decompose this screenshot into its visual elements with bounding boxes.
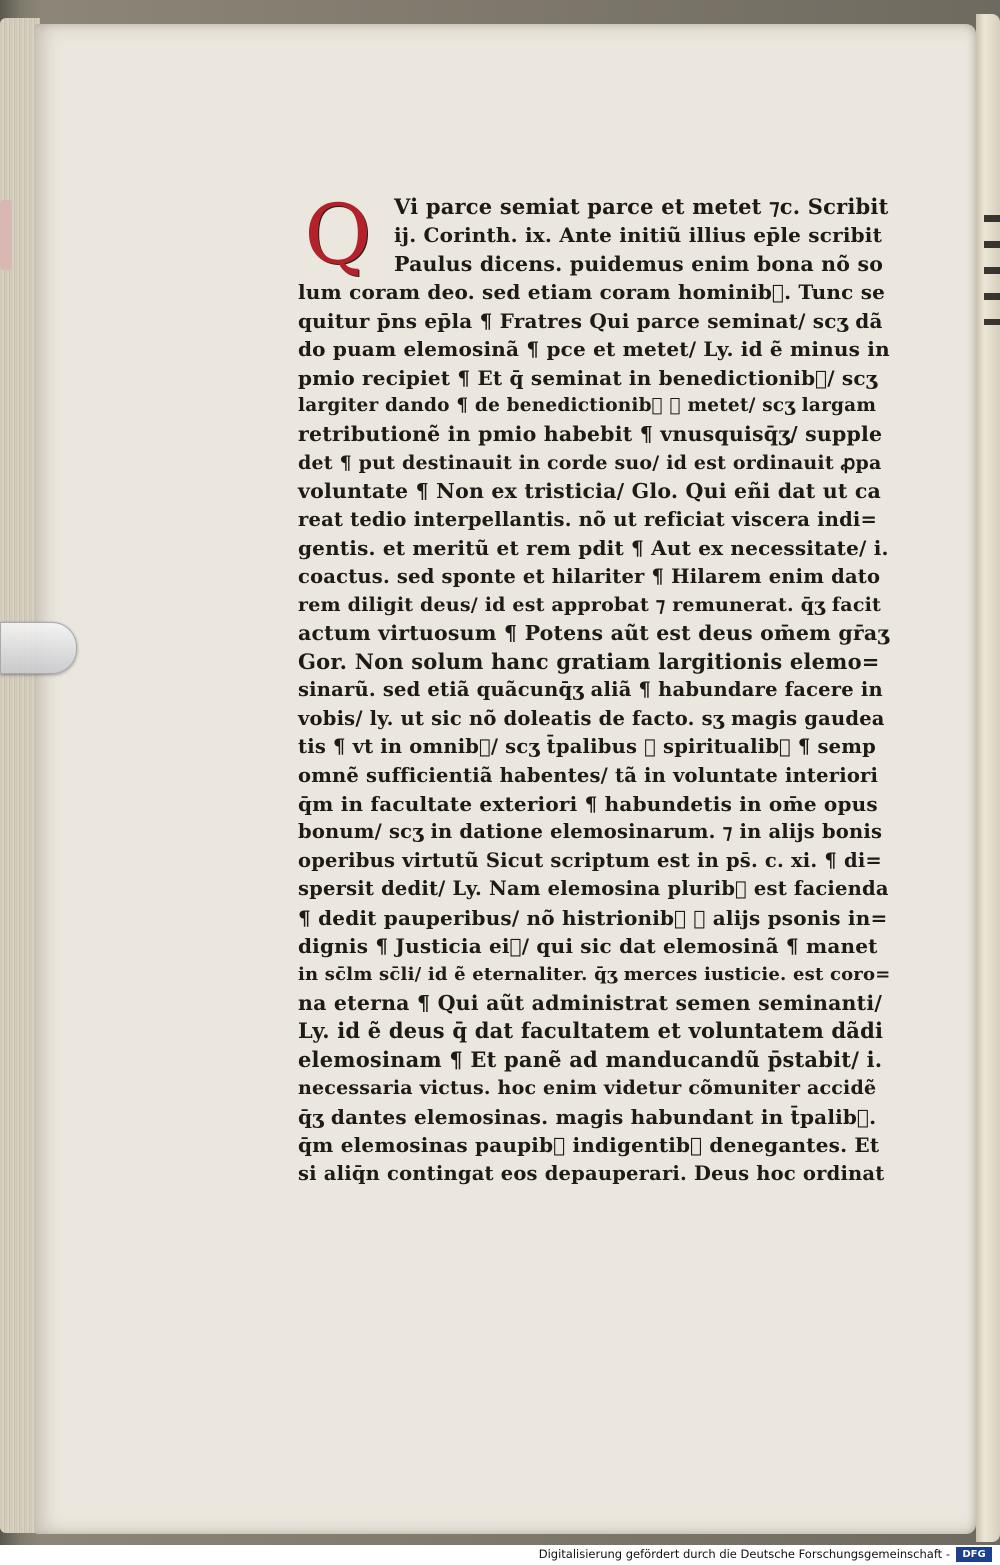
text-line: q̄m elemosinas paupib᷒ indigentib᷒ denegantes. Et [298,1133,880,1158]
text-line: Paulus dicens. puidemus enim bona nõ so [394,251,884,276]
text-line: q̄m in facultate exteriori ¶ habundetis in om̄e opus [298,792,878,816]
text-line: dignis ¶ Justicia ei᷒/ qui sic dat elemosinã ¶ manet [298,934,878,959]
text-line: rem diligit deus/ id est approbat ⁊ remunerat. q̄ʒ facit [298,594,881,616]
footer-bar [0,1545,1000,1565]
rubricated-initial: Q [304,188,372,283]
text-line: vobis/ ly. ut sic nõ doleatis de facto. sʒ magis gaudea [298,706,885,730]
text-line: Ly. id ẽ deus q̄ dat facultatem et voluntatem dãdi [298,1018,884,1044]
digitization-credit: Digitalisierung gefördert durch die Deutsche Forschungsgemeinschaft - [538,1547,950,1561]
text-line: ¶ dedit pauperibus/ nõ histrionib᷒ ⁊ alijs psonis in= [298,905,888,930]
text-block [298,188,891,1187]
pink-tab-marker [0,200,12,270]
text-line: lum coram deo. sed etiam coram hominib᷒. Tunc se [298,280,886,305]
text-line: Gor. Non solum hanc gratiam largitionis elemo= [298,648,880,674]
text-line: actum virtuosum ¶ Potens aũt est deus om̄em gr̄aʒ [298,621,890,646]
text-line: det ¶ put destinauit in corde suo/ id est ordinauit ꝓpa [298,451,882,474]
text-line: q̄ʒ dantes elemosinas. magis habundant in t̄palib᷒. [298,1104,877,1129]
text-line: na eterna ¶ Qui aũt administrat semen seminanti/ [298,991,883,1015]
text-line: si aliq̄n contingat eos depauperari. Deus hoc ordinat [298,1161,885,1185]
text-line: in sc̄lm sc̄li/ id ẽ eternaliter. q̄ʒ merces iusticie. est coro= [298,963,891,985]
text-line: quitur p̄ns ep̄la ¶ Fratres Qui parce seminat/ scʒ dã [298,308,883,333]
text-line: bonum/ scʒ in datione elemosinarum. ⁊ in alijs bonis [298,820,883,844]
bookmark-clip [0,622,77,674]
text-line: pmio recipiet ¶ Et q̄ seminat in benedictionib᷒/ scʒ [298,365,878,390]
text-line: sinarũ. sed etiã quãcunq̄ʒ aliã ¶ habundare facere in [298,678,883,702]
text-line: coactus. sed sponte et hilariter ¶ Hilarem enim dato [298,564,881,588]
text-line: necessaria victus. hoc enim videtur cõmuniter accidẽ [298,1077,877,1100]
text-line: voluntate ¶ Non ex tristicia/ Glo. Qui eñi dat ut ca [298,479,881,504]
text-line: ij. Corinth. ix. Ante initiũ illius ep̄le scribit [394,223,883,248]
text-line: elemosinam ¶ Et panẽ ad manducandũ p̄stabit/ i. [298,1046,883,1072]
text-line: gentis. et meritũ et rem pdit ¶ Aut ex necessitate/ i. [298,536,889,561]
text-line: operibus virtutũ Sicut scriptum est in ps̄. c. xi. ¶ di= [298,848,882,872]
text-line: tis ¶ vt in omnib᷒/ scʒ t̄palibus ⁊ spiritualib᷒ ¶ semp [298,735,876,759]
text-line: do puam elemosinã ¶ pce et metet/ Ly. id ẽ minus in [298,337,890,362]
text-line: omnẽ sufficientiã habentes/ tã in voluntate interiori [298,763,879,787]
text-line: largiter dando ¶ de benedictionib᷒ ⁊ metet/ scʒ largam [298,395,877,416]
adjacent-page-text-fragment [984,215,1000,325]
dfg-logo: DFG [956,1547,992,1562]
text-line: reat tedio interpellantis. nõ ut reficiat viscera indi= [298,507,878,531]
text-line: Vi parce semiat parce et metet ⁊c. Scribit [394,194,889,219]
text-line: retributionẽ in pmio habebit ¶ vnusquisq̄ʒ/ supple [298,422,883,447]
text-line: spersit dedit/ Ly. Nam elemosina plurib᷒ est facienda [298,877,889,901]
